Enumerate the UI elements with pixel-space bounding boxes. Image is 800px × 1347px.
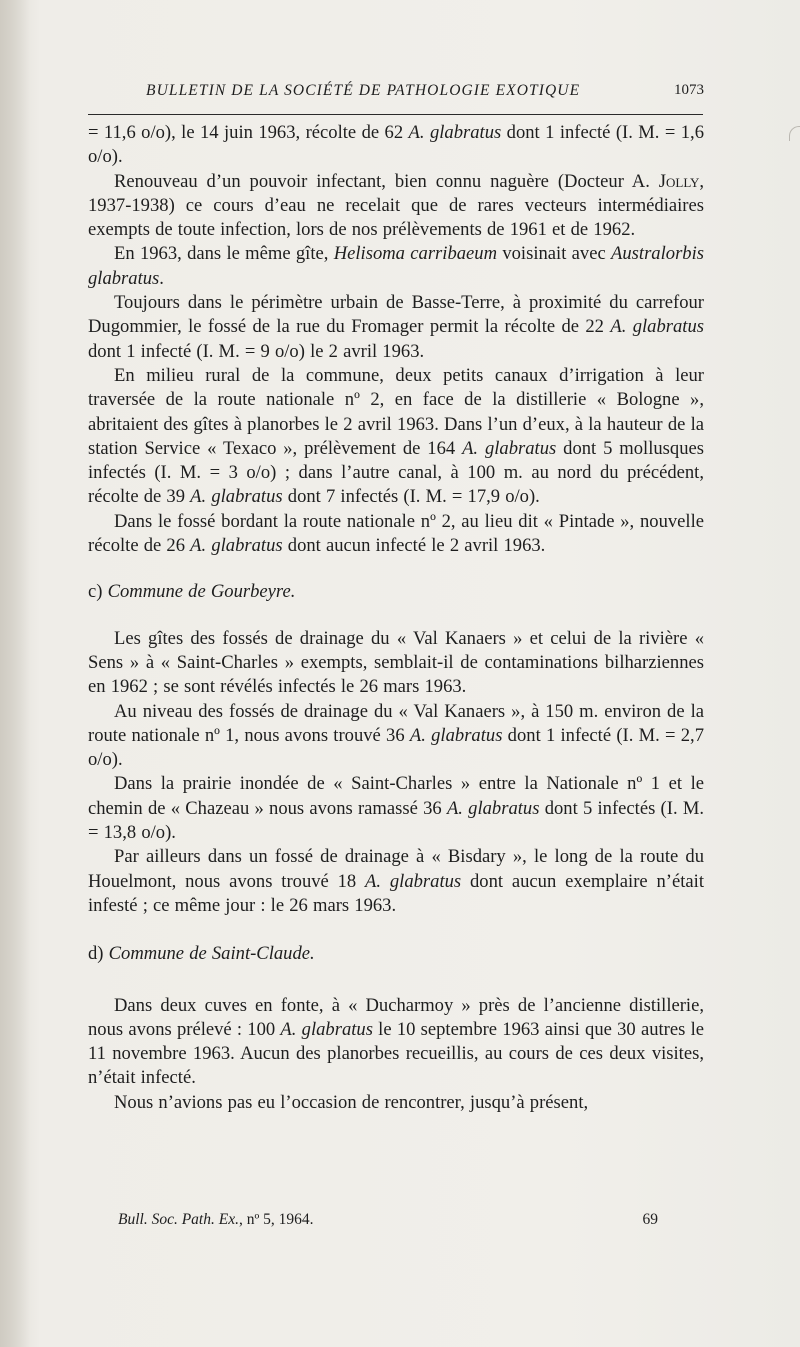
species-name: Australorbis glabratus [88, 243, 705, 289]
paragraph-4: Toujours dans le périmètre urbain de Basse-Terre, à proximité du carrefour Dugommier, le fossé de la rue du Fromager permit la récolte de 22 A. glabratus dont 1 infecté (I. M. = 9 o/o) le 2 avril 1963. [88, 292, 704, 362]
margin-mark [789, 126, 800, 141]
species-name: A. glabratus [365, 870, 462, 892]
paragraph-11: Dans deux cuves en fonte, à « Ducharmoy » près de l’ancienne distillerie, nous avons prélevé : 100 A. glabratus le 10 septembre 1963 ainsi que 30 autres le 11 novembre 1963. Aucun des planorbes recueillis, au cours de ces deux visites, n’était infecté. [88, 994, 704, 1089]
running-title: BULLETIN DE LA SOCIÉTÉ DE PATHOLOGIE EXOTIQUE [146, 82, 581, 99]
paragraph-12: Nous n’avions pas eu l’occasion de rencontrer, jusqu’à présent, [114, 1091, 589, 1113]
signature-number: 69 [642, 1211, 658, 1228]
paragraph-2: Renouveau d’un pouvoir infectant, bien connu naguère (Docteur A. Jolly, 1937-1938) ce cours d’eau ne recelait que de rares vecteurs intermédiaires exempts de toute infection, lors de nos prélèvements de 1961 et de 1962. [88, 170, 704, 241]
species-name: A. glabratus [409, 724, 503, 746]
section-heading-c [88, 580, 704, 604]
paragraph-5: En milieu rural de la commune, deux petits canaux d’irrigation à leur traversée de la route nationale nº 2, en face de la distillerie « Bologne », abritaient des gîtes à planorbes le 2 avril 1963. Dans l’un d’eux, à la hauteur de la station Service « Texaco », prélèvement de 164 A. glabratus dont 5 mollusques infectés (I. M. = 3 o/o) ; dans l’autre canal, à 100 m. au nord du précédent, récolte de 39 A. glabratus dont 7 infectés (I. M. = 17,9 o/o). [88, 364, 704, 508]
page-number: 1073 [674, 82, 704, 98]
species-name: A. glabratus [610, 316, 704, 338]
species-name: A. glabratus [408, 122, 502, 143]
paragraph-1: = 11,6 o/o), le 14 juin 1963, récolte de 62 A. glabratus dont 1 infecté (I. M. = 1,6 o/o). [88, 122, 704, 168]
section-title: Commune de Saint-Claude. [108, 943, 315, 965]
section-heading-d [88, 942, 704, 966]
section-title: Commune de Gourbeyre. [107, 581, 296, 603]
paragraph-6: Dans le fossé bordant la route nationale nº 2, au lieu dit « Pintade », nouvelle récolte de 26 A. glabratus dont aucun infecté le 2 avril 1963. [88, 510, 704, 557]
body-text [88, 121, 704, 1115]
paragraph-3: En 1963, dans le même gîte, Helisoma carribaeum voisinait avec Australorbis glabratus. [88, 243, 705, 289]
header-rule [88, 114, 703, 115]
paragraph-7: Les gîtes des fossés de drainage du « Val Kanaers » et celui de la rivière « Sens » à « Saint-Charles » exempts, semblait-il de contaminations bilharziennes en 1962 ; se sont révélés infectés le 26 mars 1963. [88, 627, 704, 698]
species-name: A. glabratus [190, 486, 283, 508]
species-name: A. glabratus [190, 535, 283, 557]
paragraph-10: Par ailleurs dans un fossé de drainage à « Bisdary », le long de la route du Houelmont, nous avons trouvé 18 A. glabratus dont aucun exemplaire n’était infesté ; ce même jour : le 26 mars 1963. [88, 846, 704, 916]
journal-name: Bull. Soc. Path. Ex. [118, 1211, 239, 1228]
species-name: A. glabratus [446, 797, 540, 819]
paragraph-8: Au niveau des fossés de drainage du « Val Kanaers », à 150 m. environ de la route nationale nº 1, nous avons trouvé 36 A. glabratus dont 1 infecté (I. M. = 2,7 o/o). [88, 700, 704, 771]
section-label: c) [88, 581, 108, 603]
paragraph-9: Dans la prairie inondée de « Saint-Charles » entre la Nationale nº 1 et le chemin de « Chazeau » nous avons ramassé 36 A. glabratus dont 5 infectés (I. M. = 13,8 o/o). [88, 773, 704, 844]
author-name: Jolly [658, 170, 700, 192]
journal-issue: , nº 5, 1964. [238, 1211, 314, 1228]
running-header [88, 82, 704, 108]
page-gutter-shadow [0, 0, 30, 1347]
species-name: Helisoma carribaeum [333, 243, 498, 265]
species-name: A. glabratus [462, 437, 557, 459]
section-label: d) [88, 943, 109, 965]
journal-reference [118, 1211, 314, 1229]
species-name: A. glabratus [280, 1018, 373, 1040]
